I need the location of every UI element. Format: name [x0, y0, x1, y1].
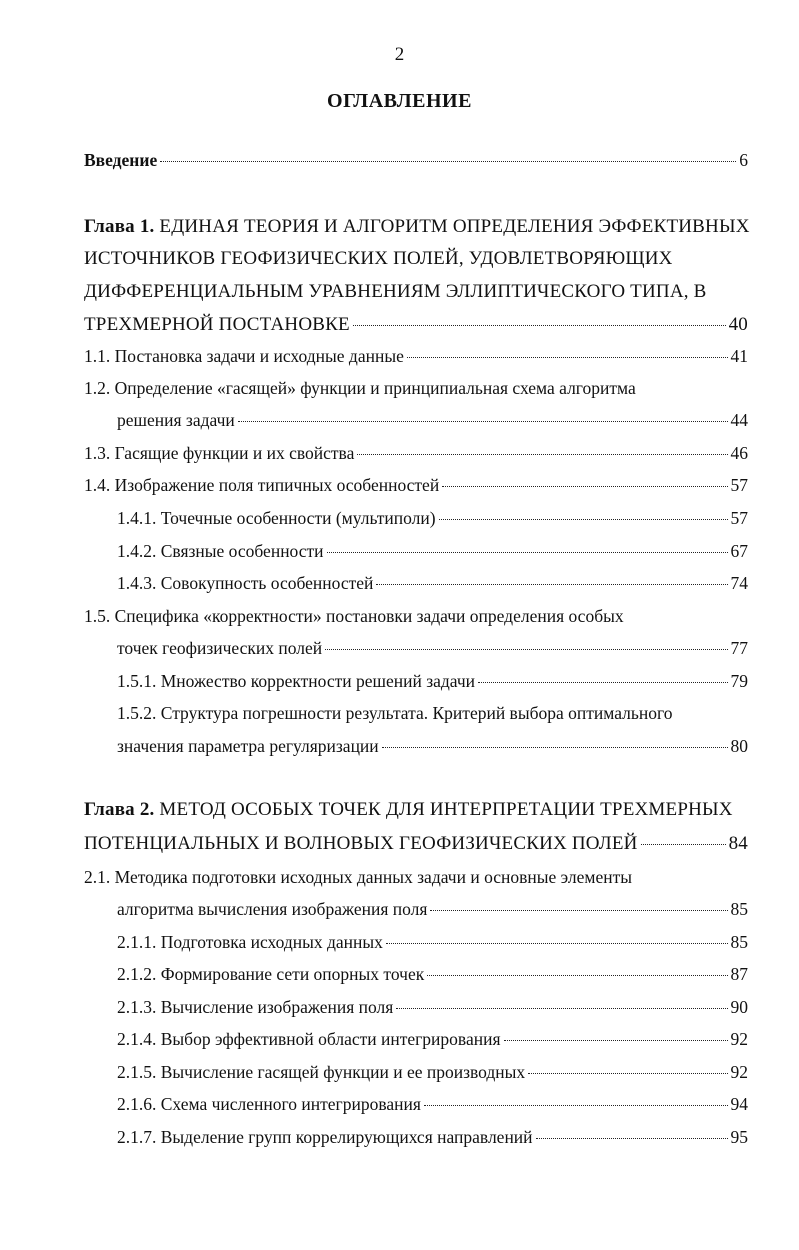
toc-entry-intro[interactable]	[84, 150, 748, 176]
dot-leader	[238, 421, 728, 422]
dot-leader	[439, 519, 728, 520]
dot-leader	[424, 1105, 728, 1106]
dot-leader	[396, 1008, 727, 1009]
toc-entry-page: 67	[730, 541, 748, 561]
toc-entry-label: 1.5.1. Множество корректности решений задачи	[117, 671, 476, 691]
toc-entry-2-1-3[interactable]	[117, 997, 748, 1023]
dot-leader	[641, 844, 726, 845]
toc-chapter-1-line-4[interactable]	[84, 314, 748, 340]
toc-entry-1-5-line-1[interactable]	[84, 606, 748, 632]
dot-leader	[386, 943, 728, 944]
toc-entry-page: 85	[730, 932, 748, 952]
toc-entry-1-4-3[interactable]	[117, 573, 748, 599]
dot-leader	[430, 910, 727, 911]
dot-leader	[376, 584, 727, 585]
toc-entry-2-1-line-2[interactable]	[117, 899, 748, 925]
toc-entry-label: точек геофизических полей	[117, 638, 323, 658]
toc-entry-1-4-2[interactable]	[117, 541, 748, 567]
dot-leader	[325, 649, 727, 650]
chapter-title-line: МЕТОД ОСОБЫХ ТОЧЕК ДЛЯ ИНТЕРПРЕТАЦИИ ТРЕХМЕРНЫХ	[159, 799, 733, 820]
dot-leader	[478, 682, 727, 683]
dot-leader	[536, 1138, 728, 1139]
toc-entry-label: 1.1. Постановка задачи и исходные данные	[84, 346, 404, 366]
toc-entry-label: 2.1.1. Подготовка исходных данных	[117, 932, 383, 952]
toc-chapter-1-line-2	[84, 248, 748, 274]
toc-entry-1-5-2-line-1[interactable]	[117, 703, 748, 729]
toc-entry-page: 44	[730, 410, 748, 430]
toc-entry-2-1-4[interactable]	[117, 1029, 748, 1055]
dot-leader	[407, 357, 728, 358]
toc-entry-page: 92	[730, 1029, 748, 1049]
chapter-title-line: ДИФФЕРЕНЦИАЛЬНЫМ УРАВНЕНИЯМ ЭЛЛИПТИЧЕСКОГО ТИПА, В	[84, 281, 707, 302]
toc-entry-page: 90	[730, 997, 748, 1017]
toc-chapter-1-line-3	[84, 281, 748, 307]
toc-entry-page: 85	[730, 899, 748, 919]
toc-entry-label: 1.4.2. Связные особенности	[117, 541, 324, 561]
toc-chapter-2-line-1[interactable]	[84, 799, 748, 825]
chapter-prefix: Глава 1.	[84, 216, 155, 237]
dot-leader	[382, 747, 728, 748]
toc-entry-page: 40	[728, 314, 748, 335]
toc-entry-page: 80	[730, 736, 748, 756]
toc-entry-label: значения параметра регуляризации	[117, 736, 379, 756]
toc-entry-1-4[interactable]	[84, 475, 748, 501]
chapter-title-line: ТРЕХМЕРНОЙ ПОСТАНОВКЕ	[84, 314, 350, 335]
toc-entry-2-1-line-1[interactable]	[84, 867, 748, 893]
chapter-title-line: ИСТОЧНИКОВ ГЕОФИЗИЧЕСКИХ ПОЛЕЙ, УДОВЛЕТВОРЯЮЩИХ	[84, 248, 673, 269]
toc-entry-page: 92	[730, 1062, 748, 1082]
toc-entry-label: 1.4. Изображение поля типичных особенностей	[84, 475, 440, 495]
toc-entry-label: 1.3. Гасящие функции и их свойства	[84, 443, 355, 463]
toc-entry-page: 94	[730, 1094, 748, 1114]
toc-entry-2-1-1[interactable]	[117, 932, 748, 958]
toc-entry-2-1-6[interactable]	[117, 1094, 748, 1120]
toc-entry-label: 2.1.4. Выбор эффективной области интегрирования	[117, 1029, 501, 1049]
toc-entry-2-1-2[interactable]	[117, 964, 748, 990]
toc-entry-1-4-1[interactable]	[117, 508, 748, 534]
dot-leader	[327, 552, 728, 553]
toc-entry-page: 87	[730, 964, 748, 984]
dot-leader	[357, 454, 727, 455]
toc-entry-1-3[interactable]	[84, 443, 748, 469]
toc-entry-1-5-line-2[interactable]	[117, 638, 748, 664]
toc-entry-page: 41	[730, 346, 748, 366]
toc-entry-label: 1.5.2. Структура погрешности результата. Критерий выбора оптимального	[117, 703, 673, 723]
toc-title: ОГЛАВЛЕНИЕ	[327, 90, 472, 112]
dot-leader	[442, 486, 727, 487]
toc-entry-page: 74	[730, 573, 748, 593]
toc-entry-label: 1.4.3. Совокупность особенностей	[117, 573, 374, 593]
toc-entry-page: 84	[728, 833, 748, 854]
page-number: 2	[394, 44, 405, 65]
chapter-title-line: ПОТЕНЦИАЛЬНЫХ И ВОЛНОВЫХ ГЕОФИЗИЧЕСКИХ ПОЛЕЙ	[84, 833, 638, 854]
toc-entry-1-2-line-1[interactable]	[84, 378, 748, 404]
toc-entry-page: 57	[730, 475, 748, 495]
toc-entry-label: 2.1.3. Вычисление изображения поля	[117, 997, 394, 1017]
dot-leader	[427, 975, 727, 976]
toc-entry-page: 57	[730, 508, 748, 528]
toc-chapter-2-line-2[interactable]	[84, 833, 748, 859]
toc-entry-label: 1.5. Специфика «корректности» постановки задачи определения особых	[84, 606, 624, 626]
dot-leader	[160, 161, 736, 162]
toc-entry-1-2-line-2[interactable]	[117, 410, 748, 436]
toc-entry-1-5-2-line-2[interactable]	[117, 736, 748, 762]
toc-entry-label: алгоритма вычисления изображения поля	[117, 899, 428, 919]
toc-entry-label: 1.2. Определение «гасящей» функции и принципиальная схема алгоритма	[84, 378, 636, 398]
toc-entry-1-1[interactable]	[84, 346, 748, 372]
toc-entry-label: 2.1.6. Схема численного интегрирования	[117, 1094, 421, 1114]
toc-entry-label: решения задачи	[117, 410, 235, 430]
dot-leader	[528, 1073, 727, 1074]
dot-leader	[353, 325, 726, 326]
toc-entry-label: 2.1.2. Формирование сети опорных точек	[117, 964, 425, 984]
toc-chapter-1-line-1[interactable]	[84, 216, 748, 242]
toc-entry-label: 2.1.5. Вычисление гасящей функции и ее производных	[117, 1062, 526, 1082]
toc-entry-page: 46	[730, 443, 748, 463]
toc-entry-label: 2.1.7. Выделение групп коррелирующихся направлений	[117, 1127, 533, 1147]
toc-entry-2-1-7[interactable]	[117, 1127, 748, 1153]
chapter-prefix: Глава 2.	[84, 799, 155, 820]
toc-entry-page: 6	[739, 150, 748, 170]
toc-entry-label: 2.1. Методика подготовки исходных данных задачи и основные элементы	[84, 867, 632, 887]
toc-entry-2-1-5[interactable]	[117, 1062, 748, 1088]
toc-entry-page: 95	[730, 1127, 748, 1147]
toc-entry-label: 1.4.1. Точечные особенности (мультиполи)	[117, 508, 436, 528]
toc-entry-page: 77	[730, 638, 748, 658]
chapter-title-line: ЕДИНАЯ ТЕОРИЯ И АЛГОРИТМ ОПРЕДЕЛЕНИЯ ЭФФЕКТИВНЫХ	[159, 216, 750, 237]
toc-entry-page: 79	[730, 671, 748, 691]
dot-leader	[504, 1040, 728, 1041]
toc-entry-label: Введение	[84, 150, 158, 170]
toc-entry-1-5-1[interactable]	[117, 671, 748, 697]
